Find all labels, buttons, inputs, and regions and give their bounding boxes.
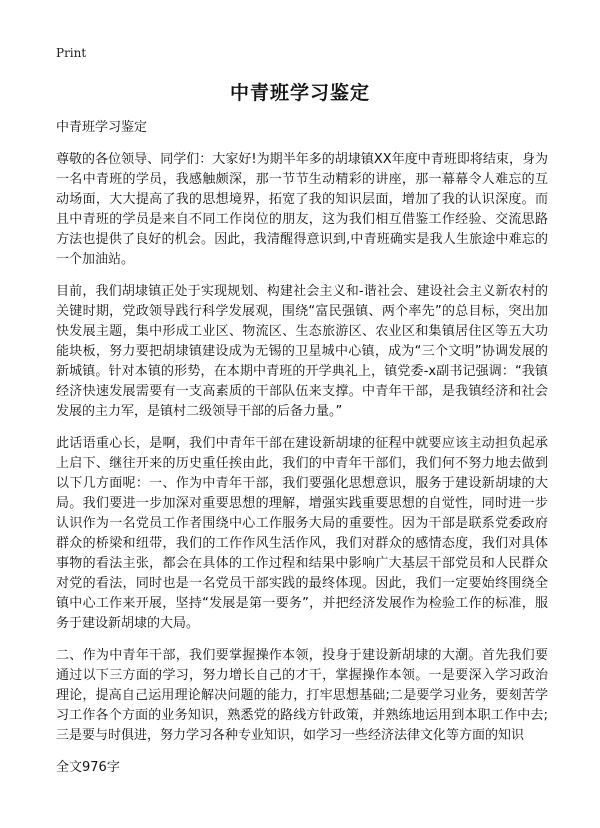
article-subtitle: 中青班学习鉴定	[56, 120, 148, 135]
page-title: 中青班学习鉴定	[229, 82, 370, 104]
print-link[interactable]: Print	[56, 46, 87, 60]
paragraph-3: 此话语重心长，是啊，我们中青年干部在建设新胡埭的征程中就要应该主动担负起承上启下、继往开来的历史重任挨由此，我们的中青年干部们，我们何不努力地去做到以下几方面呢：一、作为中青年干部，我们要强化思想意识，服务于建设新胡埭的大局。我们要进一步加深对重要思想的理解，增强实践重要思想的自觉性，同时进一步认识作为一名党员工作者围绕中心工作服务大局的重要性。因为干部是联系党委政府群众的桥梁和纽带，我们的工作作风生活作风，我们对群众的感情态度，我们对具体事物的看法主张，都会在具体的工作过程和结果中影响广大基层干部党员和人民群众对党的看法，同时也是一名党员干部实践的最终体现。因此，我们一定要始终围绕全镇中心工作来开展，坚持“发展是第一要务”，并把经济发展作为检验工作的标准，服务于建设新胡埭的大局。	[56, 436, 548, 631]
paragraph-1: 尊敬的各位领导、同学们：大家好!为期半年多的胡埭镇XX年度中青班即将结束，身为一名中青班的学员，我感触颇深，那一节节生动精彩的讲座，那一幕幕令人难忘的互动场面，大大提高了我的思想境界，拓宽了我的知识层面，增加了我的认识深度。而且中青班的学员是来自不同工作岗位的朋友，这为我们相互借鉴工作经验、交流思路方法也提供了良好的机会。因此，我清醒得意识到,中青班确实是我人生旅途中难忘的一个加油站。	[56, 152, 548, 267]
paragraph-2: 目前，我们胡埭镇正处于实现规划、构建社会主义和-谐社会、建设社会主义新农村的关键时期，党政领导践行科学发展观，围绕“富民强镇、两个率先”的总目标，突出加快发展主题，集中形成工业区、物流区、生态旅游区、农业区和集镇居住区等五大功能块板，努力要把胡埭镇建设成为无锡的卫星城中心镇，成为“三个文明”协调发展的新城镇。针对本镇的形势，在本期中青班的开学典礼上，镇党委-x副书记强调：“我镇经济快速发展需要有一支高素质的干部队伍来支撑。中青年干部，是我镇经济和社会发展的主力军，是镇村二级领导干部的后备力量。”	[56, 284, 548, 419]
word-count: 全文976字	[56, 760, 120, 775]
article-body	[56, 118, 548, 778]
paragraph-4: 二、作为中青年干部，我们要掌握操作本领，投身于建设新胡埭的大潮。首先我们要通过以下三方面的学习，努力增长自己的才干，掌握操作本领。一是要深入学习政治理论，提高自己运用理论解决问题的能力，打牢思想基础;二是要学习业务，要刻苦学习工作各个方面的业务知识，熟悉党的路线方针政策，并熟练地运用到本职工作中去;三是要与时俱进，努力学习各种专业知识，如学习一些经济法律文化等方面的知识	[56, 648, 548, 743]
